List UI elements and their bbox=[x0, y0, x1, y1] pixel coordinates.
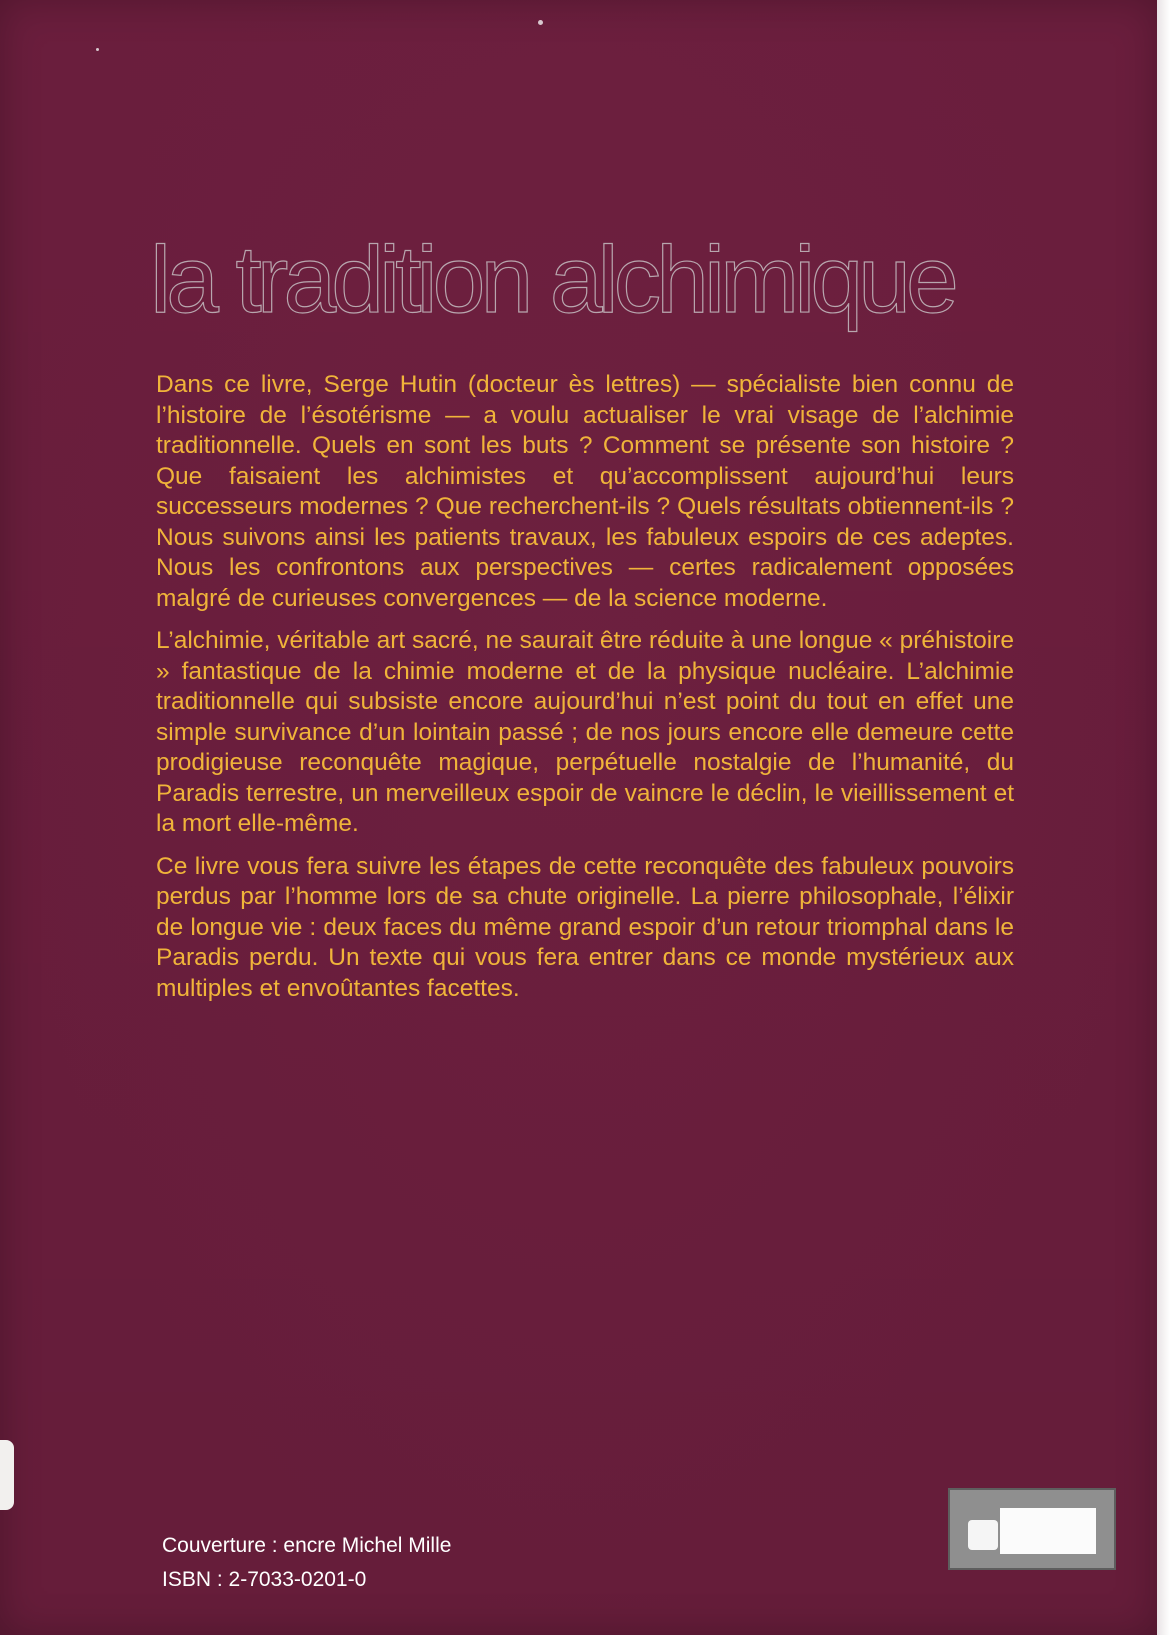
price-sticker-remnant bbox=[948, 1488, 1116, 1570]
isbn-line: ISBN : 2-7033-0201-0 bbox=[162, 1568, 367, 1591]
book-title: la tradition alchimique bbox=[150, 227, 954, 333]
edge-wear-mark bbox=[0, 1440, 14, 1510]
cover-credit: Couverture : encre Michel Mille bbox=[162, 1534, 452, 1557]
blurb-paragraph-3: Ce livre vous fera suivre les étapes de cette reconquête des fabuleux pouvoirs perdus par l’homme lors de sa chute originelle. La pierre philosophale, l’élixir de longue vie : deux faces du même grand espoir d’un retour triomphal dans le Paradis perdu. Un texte qui vous fera entrer dans ce monde mystérieux aux multiples et envoûtantes facettes. bbox=[156, 852, 1014, 1002]
page-edge bbox=[1157, 0, 1170, 1635]
sticker-blank-area bbox=[1000, 1508, 1096, 1554]
blurb-paragraph-1: Dans ce livre, Serge Hutin (docteur ès lettres) — spécialiste bien connu de l’histoire de l’ésotérisme — a voulu actualiser le vrai visage de l’alchimie traditionnelle. Quels en sont les buts ? Comment se présente son histoire ? Que faisaient les alchimistes et qu’accomplissent aujourd’hui leurs successeurs modernes ? Que recherchent-ils ? Quels résultats obtiennent-ils ? Nous suivons ainsi les patients travaux, les fabuleux espoirs de ces adeptes. Nous les confrontons aux perspectives — certes radicalement opposées malgré de curieuses convergences — de la science moderne. bbox=[156, 371, 1014, 612]
blurb bbox=[156, 370, 1014, 1016]
sticker-tear bbox=[968, 1520, 998, 1550]
speck-mark bbox=[96, 48, 99, 51]
credits-block bbox=[162, 1529, 451, 1597]
speck-mark bbox=[538, 20, 543, 25]
blurb-paragraph-2: L’alchimie, véritable art sacré, ne saurait être réduite à une longue « préhistoire » fantastique de la chimie moderne et de la physique nucléaire. L’alchimie traditionnelle qui subsiste encore aujourd’hui n’est point du tout en effet une simple survivance d’un lointain passé ; de nos jours encore elle demeure cette prodigieuse reconquête magique, perpétuelle nostalgie de l’humanité, du Paradis terrestre, un merveilleux espoir de vaincre le déclin, le vieillissement et la mort elle-même. bbox=[156, 627, 1014, 837]
